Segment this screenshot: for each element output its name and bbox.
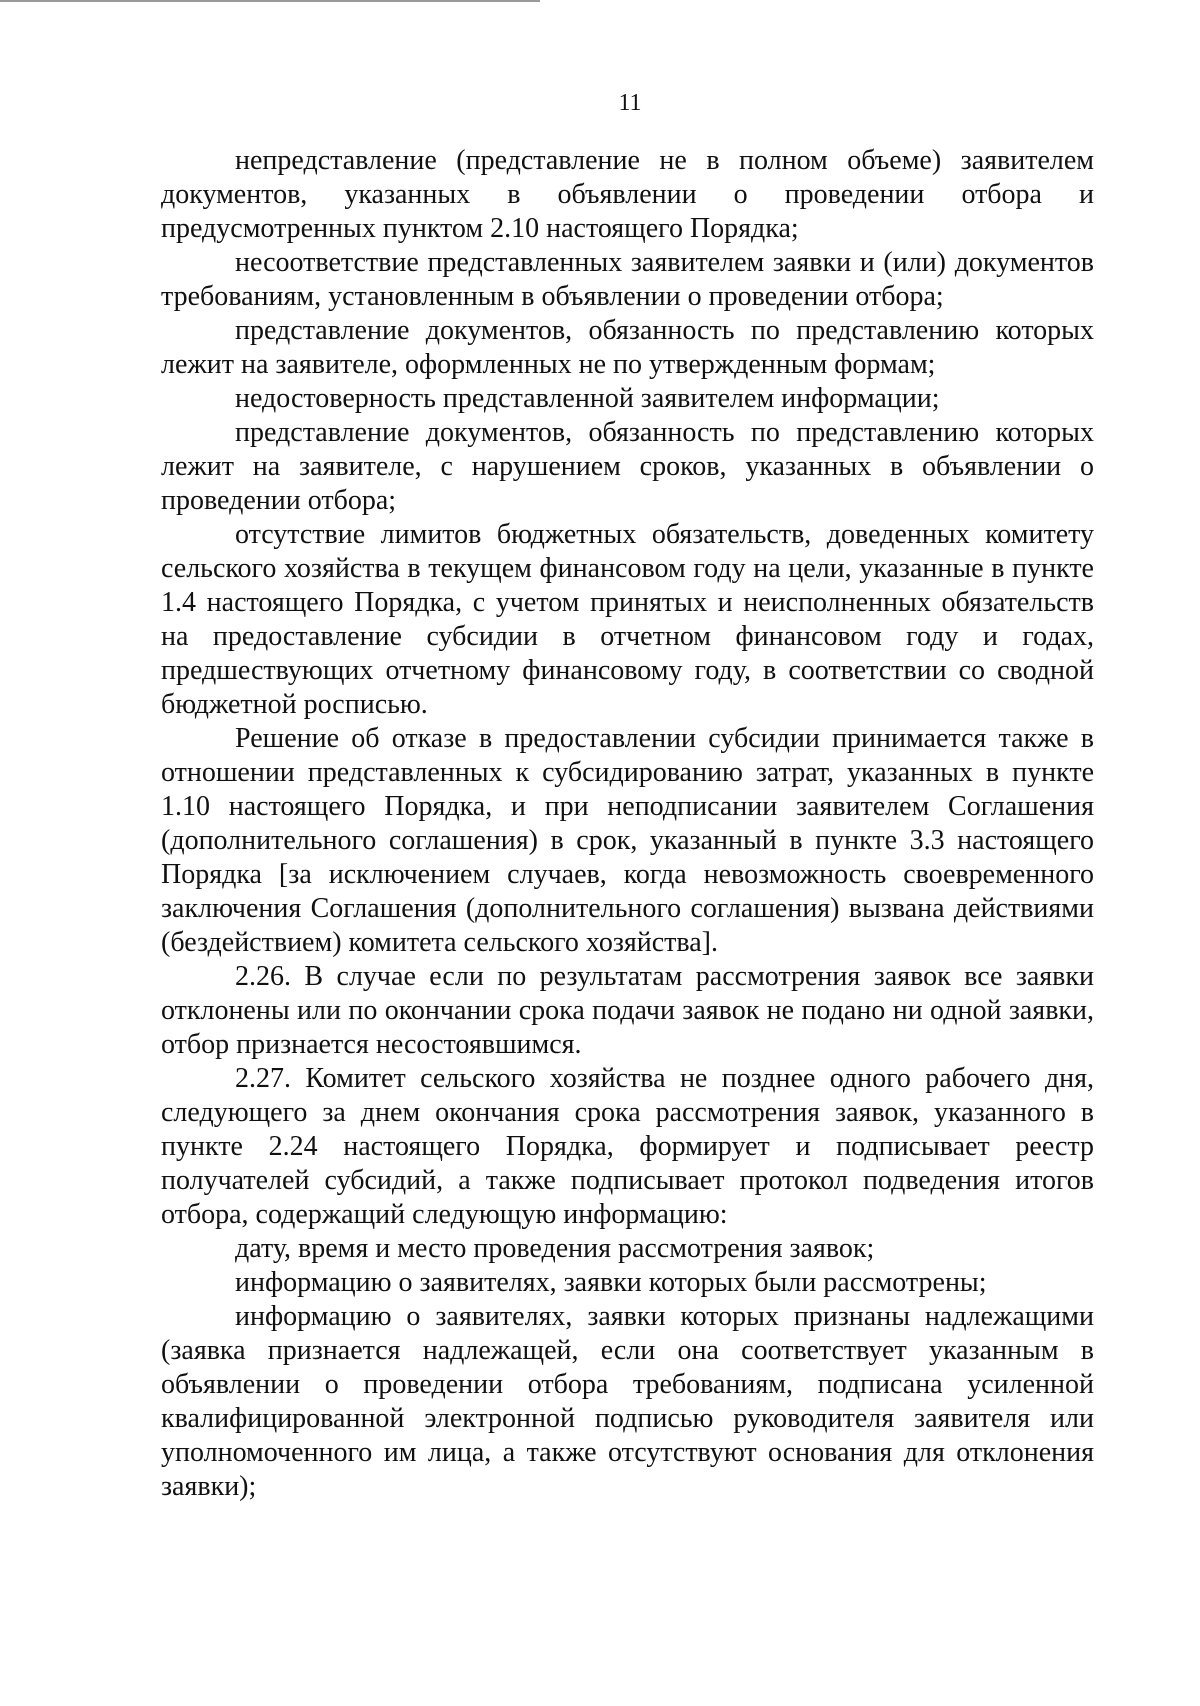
- paragraph-wrong-forms: представление документов, обязанность по представлению которых лежит на заявителе, оформленных не по утвержденным формам;: [161, 315, 1094, 380]
- scan-edge-line: [0, 0, 540, 2]
- paragraph-2-26: 2.26. В случае если по результатам рассмотрения заявок все заявки отклонены или по окончании срока подачи заявок не подано ни одной заявки, отбор признается несостоявшимся.: [161, 961, 1094, 1060]
- paragraph-no-budget-limits: отсутствие лимитов бюджетных обязательств, доведенных комитету сельского хозяйства в текущем финансовом году на цели, указанные в пункте 1.4 настоящего Порядка, с учетом принятых и неисполненных обязательств на предоставление субсидии в отчетном финансовом году и годах, предшествующих отчетному финансовому году, в соответствии со сводной бюджетной росписью.: [161, 519, 1094, 720]
- paragraph-late-submission: представление документов, обязанность по представлению которых лежит на заявителе, с нарушением сроков, указанных в объявлении о проведении отбора;: [161, 417, 1094, 516]
- paragraph-nonsubmission: непредставление (представление не в полном объеме) заявителем документов, указанных в объявлении о проведении отбора и предусмотренных пунктом 2.10 настоящего Порядка;: [161, 145, 1094, 244]
- paragraph-2-27: 2.27. Комитет сельского хозяйства не позднее одного рабочего дня, следующего за днем окончания срока рассмотрения заявок, указанного в пункте 2.24 настоящего Порядка, формирует и подписывает реестр получателей субсидий, а также подписывает протокол подведения итогов отбора, содержащий следующую информацию:: [161, 1063, 1094, 1230]
- paragraph-refusal-decision: Решение об отказе в предоставлении субсидии принимается также в отношении представленных к субсидированию затрат, указанных в пункте 1.10 настоящего Порядка, и при неподписании заявителем Соглашения (дополнительного соглашения) в срок, указанный в пункте 3.3 настоящего Порядка [за исключением случаев, когда невозможность своевременного заключения Соглашения (дополнительного соглашения) вызвана действиями (бездействием) комитета сельского хозяйства].: [161, 723, 1094, 958]
- paragraph-inaccurate-info: недостоверность представленной заявителем информации;: [235, 383, 940, 414]
- page-number: 11: [618, 90, 642, 116]
- paragraph-noncompliance: несоответствие представленных заявителем заявки и (или) документов требованиям, установленным в объявлении о проведении отбора;: [161, 247, 1094, 312]
- document-body: [161, 144, 1094, 1504]
- paragraph-proper-applicants: информацию о заявителях, заявки которых признаны надлежащими (заявка признается надлежащей, если она соответствует указанным в объявлении о проведении отбора требованиям, подписана усиленной квалифицированной электронной подписью руководителя заявителя или уполномоченного им лица, а также отсутствуют основания для отклонения заявки);: [161, 1301, 1094, 1502]
- paragraph-date-time-place: дату, время и место проведения рассмотрения заявок;: [235, 1233, 875, 1264]
- paragraph-reviewed-applicants: информацию о заявителях, заявки которых были рассмотрены;: [235, 1267, 987, 1298]
